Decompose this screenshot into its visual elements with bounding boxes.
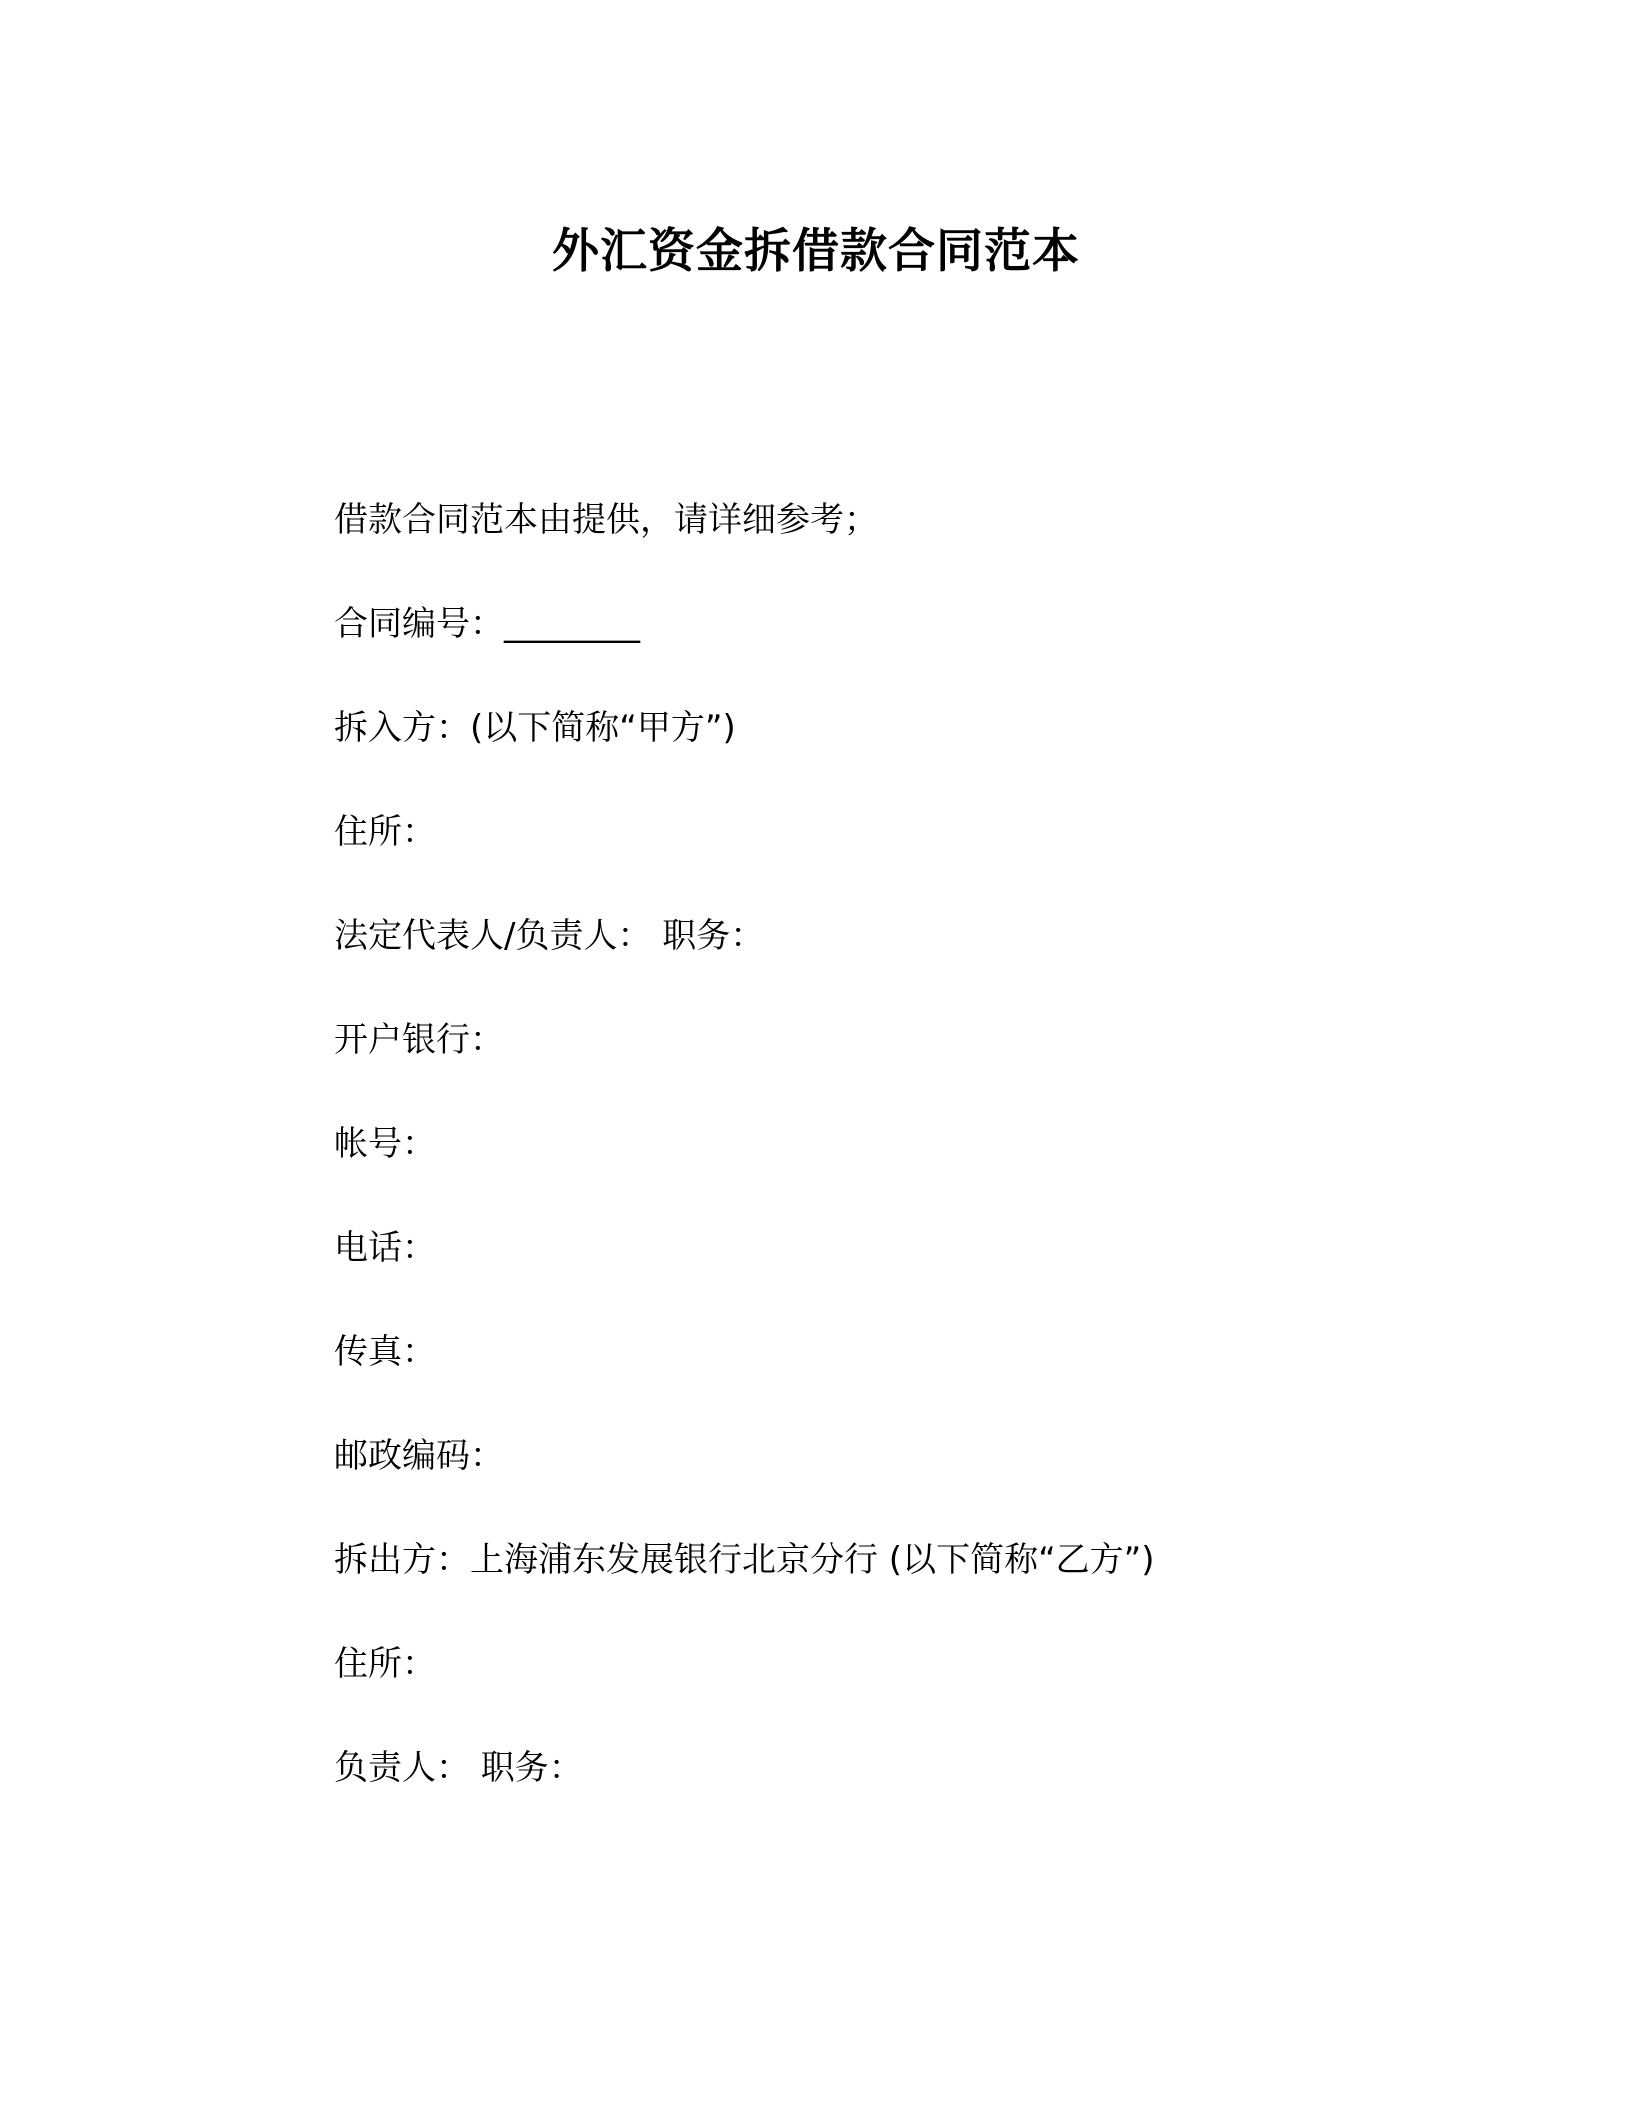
contract-number-line: 合同编号：________ [334, 604, 640, 644]
legal-representative-line: 法定代表人/负责人： 职务： [334, 916, 765, 956]
intro-line: 借款合同范本由提供，请详细参考； [334, 500, 878, 540]
bank-line: 开户银行： [334, 1020, 504, 1060]
borrower-line: 拆入方：(以下简称“甲方”) [334, 708, 736, 748]
fax-line: 传真： [334, 1332, 436, 1372]
document-title: 外汇资金拆借款合同范本 [552, 224, 1080, 279]
postal-code-line: 邮政编码： [334, 1436, 504, 1476]
account-number-line: 帐号： [334, 1124, 436, 1164]
phone-line: 电话： [334, 1228, 436, 1268]
lender-responsible-line: 负责人： 职务： [334, 1748, 583, 1788]
borrower-address-line: 住所： [334, 812, 436, 852]
lender-address-line: 住所： [334, 1644, 436, 1684]
lender-line: 拆出方：上海浦东发展银行北京分行 (以下简称“乙方”) [334, 1540, 1155, 1580]
